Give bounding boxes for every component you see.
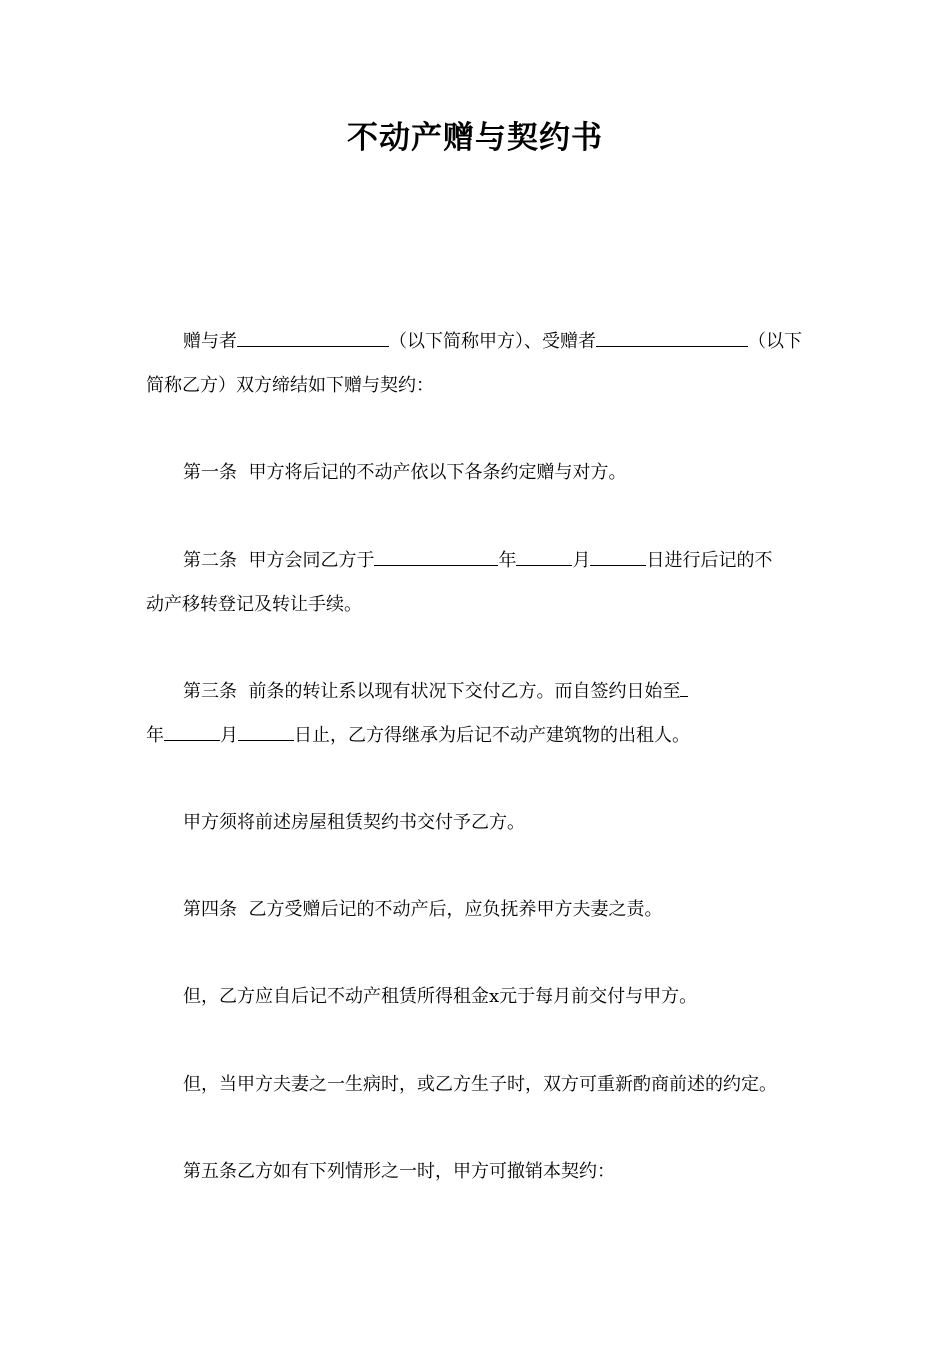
donor-label: 赠与者 [183,331,237,352]
article-3-line-2 [146,720,811,751]
intro-line-1 [183,326,811,357]
article-4-label: 第四条 [183,899,237,920]
article-2-year-blank [374,545,498,566]
intro-text-a: （以下简称甲方）、受赠者 [389,331,596,352]
intro-text-b: （以下 [748,331,802,352]
article-3-label: 第三条 [183,681,237,702]
article-3-text-a: 前条的转让系以现有状况下交付乙方。而自签约日始至 [248,681,681,702]
document-title: 不动产赠与契约书 [347,120,603,156]
article-3-text-b: 日止，乙方得继承为后记不动产建筑物的出租人。 [294,725,690,746]
intro-line-2: 简称乙方）双方缔结如下赠与契约： [146,375,434,396]
article-4-paragraph-3: 但，当甲方夫妻之一生病时，或乙方生子时，双方可重新酌商前述的约定。 [183,1074,777,1095]
article-2-line-2: 动产移转登记及转让手续。 [146,594,362,615]
article-2-label: 第二条 [183,550,237,571]
article-4-text: 乙方受赠后记的不动产后，应负抚养甲方夫妻之责。 [248,899,663,920]
article-2-day-blank [590,545,646,566]
article-1-text: 甲方将后记的不动产依以下各条约定赠与对方。 [248,462,627,483]
article-3-day-blank [238,720,294,741]
article-2-line-1 [183,545,811,576]
article-3-start-blank [680,676,688,697]
donee-name-blank [596,326,748,347]
article-2-year: 年 [498,550,517,571]
article-3-line-1 [183,676,811,707]
article-5: 第五条乙方如有下列情形之一时，甲方可撤销本契约： [183,1161,615,1182]
article-1 [183,458,811,488]
article-4 [183,895,811,925]
article-2-month-blank [516,545,572,566]
article-2-month: 月 [572,550,591,571]
article-3-year: 年 [146,725,164,746]
article-1-label: 第一条 [183,462,237,483]
article-3-month: 月 [220,725,238,746]
article-2-text-b: 日进行后记的不 [646,550,773,571]
article-3-month-blank [164,720,220,741]
article-2-text-a: 甲方会同乙方于 [248,550,375,571]
donor-name-blank [237,326,389,347]
article-3-note: 甲方须将前述房屋租赁契约书交付予乙方。 [183,812,525,833]
article-4-paragraph-2: 但，乙方应自后记不动产租赁所得租金x元于每月前交付与甲方。 [183,986,698,1007]
